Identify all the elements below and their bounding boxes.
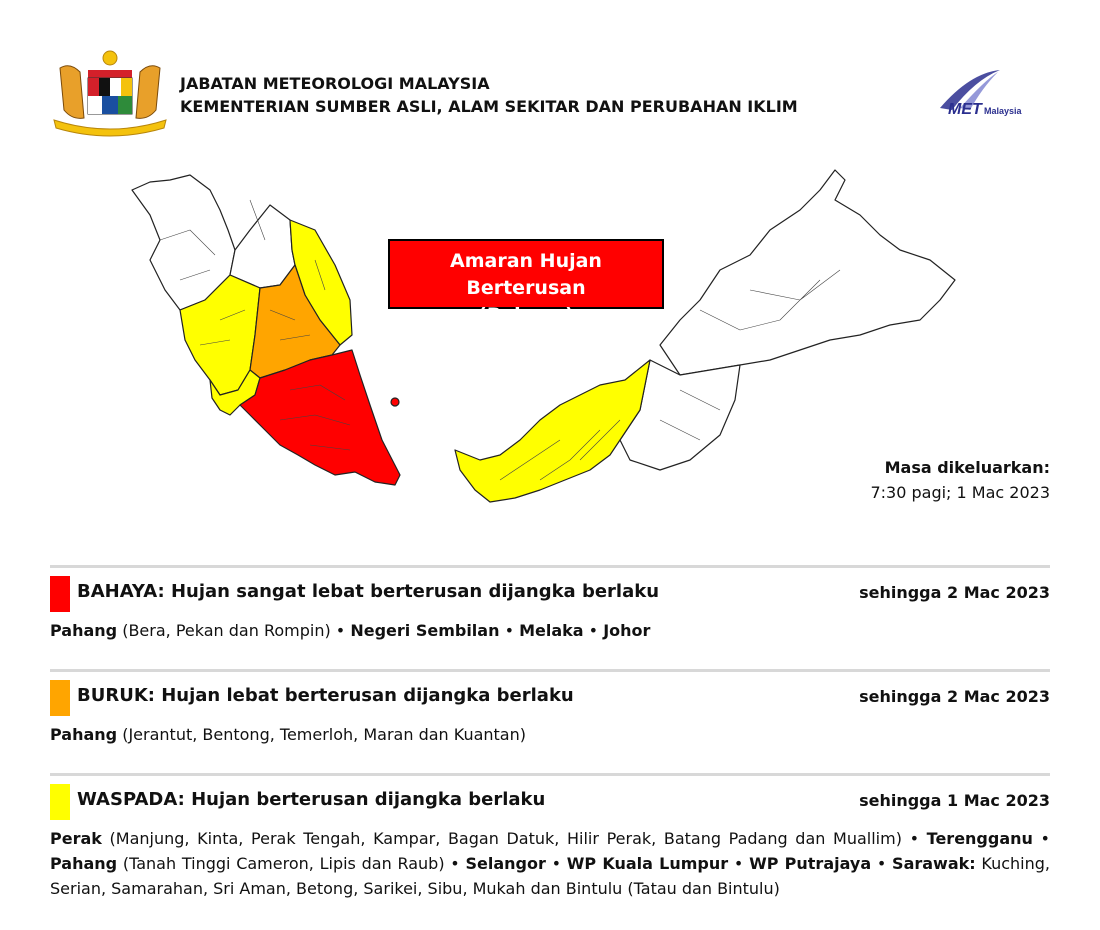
warning-levels bbox=[50, 565, 1050, 927]
region-sabah-white bbox=[660, 170, 955, 375]
area-name: Perak bbox=[50, 829, 102, 848]
area-name: Melaka bbox=[519, 621, 584, 640]
ministry-name: KEMENTERIAN SUMBER ASLI, ALAM SEKITAR DAN PERUBAHAN IKLIM bbox=[180, 97, 798, 116]
level-title: BAHAYA: Hujan sangat lebat berterusan dijangka berlaku bbox=[77, 581, 660, 602]
org-block bbox=[180, 72, 798, 118]
area-name: Johor bbox=[603, 621, 651, 640]
area-name: Pahang bbox=[50, 725, 118, 744]
level-until: sehingga 1 Mac 2023 bbox=[859, 791, 1050, 810]
issued-info bbox=[870, 455, 1050, 505]
area-detail: (Jerantut, Bentong, Temerloh, Maran dan Kuantan) bbox=[117, 725, 526, 744]
level-bahaya bbox=[50, 565, 1050, 643]
borneo-map bbox=[455, 170, 955, 502]
org-name: JABATAN METEOROLOGI MALAYSIA bbox=[180, 74, 490, 93]
level-until: sehingga 2 Mac 2023 bbox=[859, 583, 1050, 602]
area-name: Selangor bbox=[465, 854, 546, 873]
issued-time: 7:30 pagi; 1 Mac 2023 bbox=[870, 483, 1050, 502]
area-name: Sarawak: bbox=[892, 854, 976, 873]
coat-of-arms-icon bbox=[50, 48, 170, 138]
level-until: sehingga 2 Mac 2023 bbox=[859, 687, 1050, 706]
level-areas bbox=[50, 618, 1050, 643]
area-detail: • bbox=[499, 621, 520, 640]
warning-level: (Bahaya) bbox=[478, 304, 574, 326]
area-detail: • bbox=[728, 854, 750, 873]
area-name: Terengganu bbox=[926, 829, 1033, 848]
area-name: WP Putrajaya bbox=[749, 854, 872, 873]
area-detail: (Bera, Pekan dan Rompin) • bbox=[117, 621, 351, 640]
color-swatch bbox=[50, 576, 70, 612]
level-header bbox=[50, 576, 1050, 612]
level-waspada bbox=[50, 773, 1050, 901]
warning-title-box bbox=[388, 239, 664, 326]
area-detail: • bbox=[583, 621, 604, 640]
level-header bbox=[50, 680, 1050, 716]
region-kelantan-white bbox=[230, 205, 295, 288]
level-header bbox=[50, 784, 1050, 820]
warning-map bbox=[120, 160, 980, 510]
color-swatch bbox=[50, 784, 70, 820]
level-areas bbox=[50, 826, 1050, 901]
area-detail: (Tanah Tinggi Cameron, Lipis dan Raub) • bbox=[117, 854, 466, 873]
logo-malaysia-text: Malaysia bbox=[984, 106, 1022, 116]
warning-title: Amaran Hujan Berterusan bbox=[450, 250, 602, 299]
level-buruk bbox=[50, 669, 1050, 747]
color-swatch bbox=[50, 680, 70, 716]
area-name: WP Kuala Lumpur bbox=[566, 854, 729, 873]
level-title: WASPADA: Hujan berterusan dijangka berlaku bbox=[77, 789, 546, 810]
peninsular-map bbox=[132, 175, 400, 485]
region-sarawak-yellow bbox=[455, 360, 650, 502]
area-name: Pahang bbox=[50, 854, 118, 873]
area-detail: • bbox=[1032, 829, 1050, 848]
area-detail: • bbox=[871, 854, 893, 873]
logo-met-text: MET bbox=[948, 101, 982, 118]
area-name: Negeri Sembilan bbox=[350, 621, 500, 640]
level-areas bbox=[50, 722, 1050, 747]
met-malaysia-logo bbox=[930, 68, 1050, 118]
level-title: BURUK: Hujan lebat berterusan dijangka berlaku bbox=[77, 685, 574, 706]
area-name: Pahang bbox=[50, 621, 118, 640]
issued-label: Masa dikeluarkan: bbox=[884, 458, 1050, 477]
area-detail: (Manjung, Kinta, Perak Tengah, Kampar, Bagan Datuk, Hilir Perak, Batang Padang dan Muallim) • bbox=[101, 829, 927, 848]
area-detail: Kuching, Serian, Samarahan, Sri Aman, Betong, Sarikei, Sibu, Mukah dan Bintulu (Tatau dan Bintulu) bbox=[50, 854, 1051, 898]
area-detail: • bbox=[545, 854, 567, 873]
header bbox=[50, 48, 1050, 138]
